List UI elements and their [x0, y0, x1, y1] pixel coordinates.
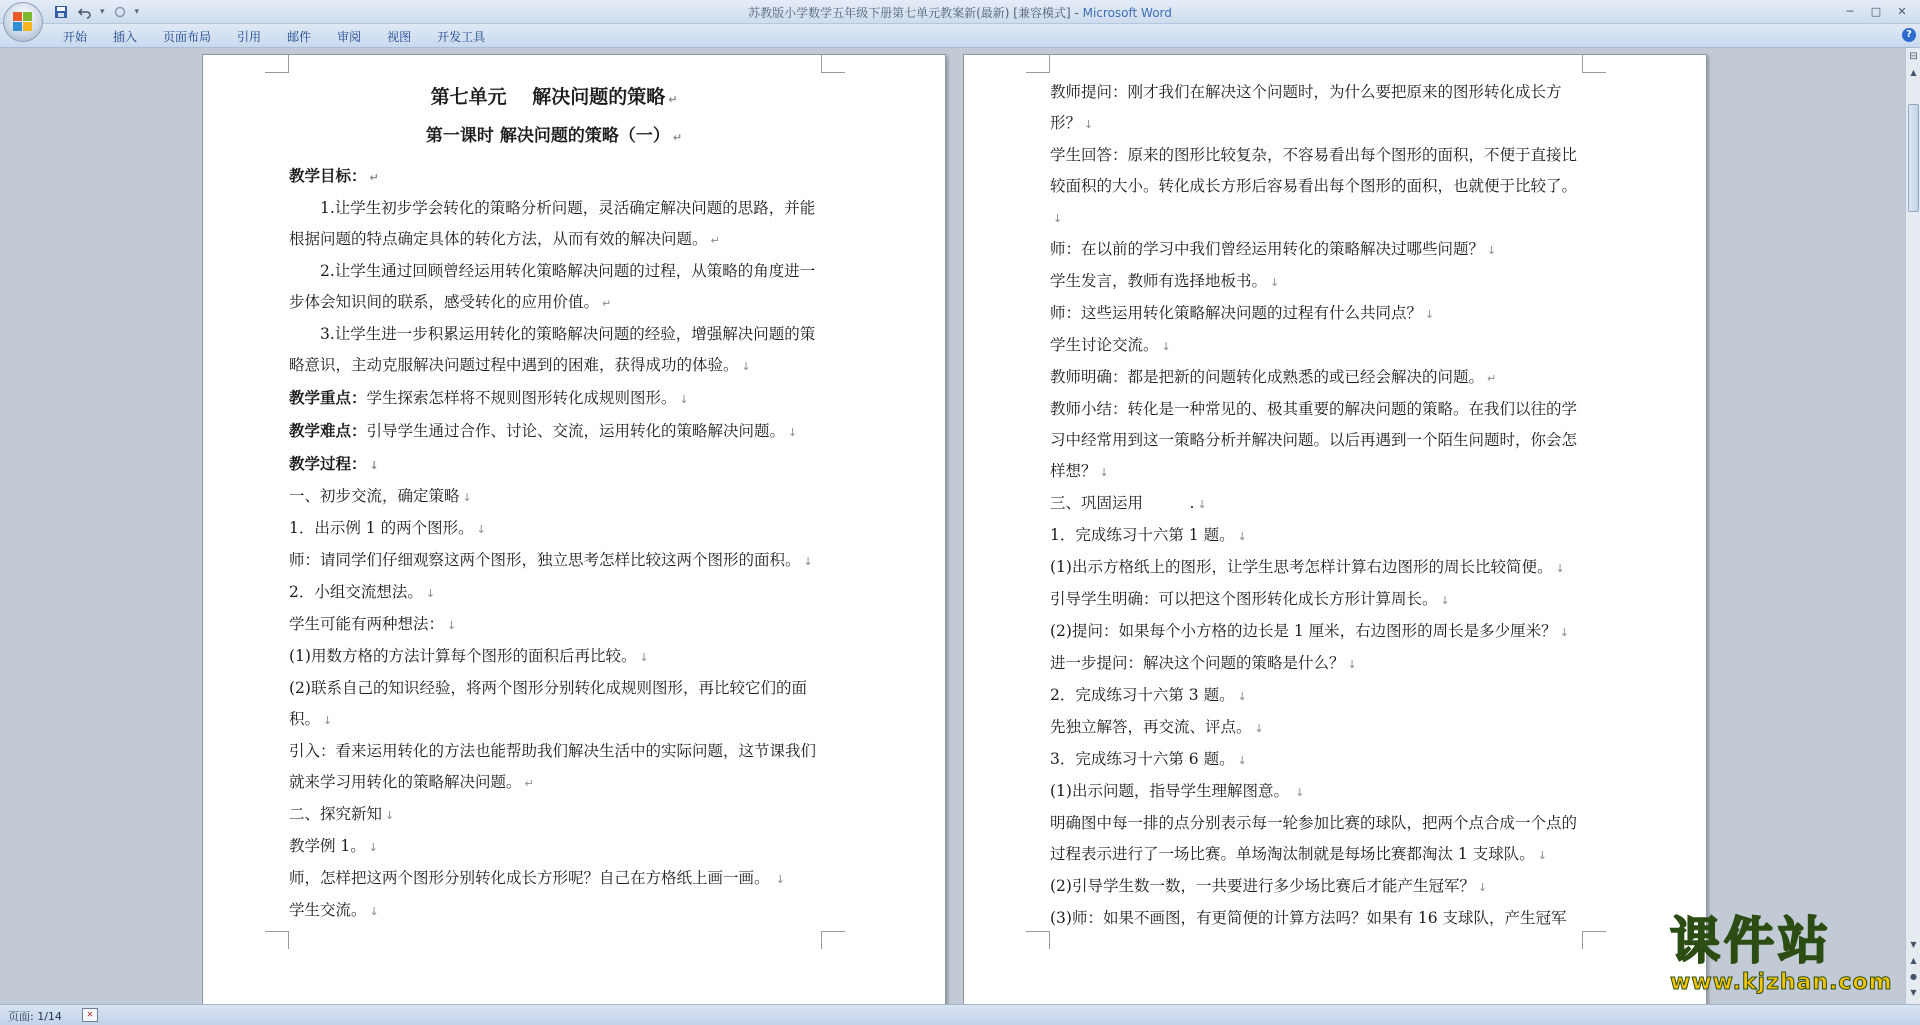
next-page-icon[interactable]: ▼ — [1910, 988, 1917, 997]
paragraph: 教师小结：转化是一种常见的、极其重要的解决问题的策略。在我们以往的学习中经常用到这一策略分析并解决问题。以后再遇到一个陌生问题时，你会怎样想？ ↓ — [1050, 400, 1578, 480]
watermark-url: www.kjzhan.com — [1670, 970, 1893, 995]
vertical-scrollbar[interactable] — [1905, 48, 1920, 1004]
scrollbar-thumb[interactable] — [1908, 104, 1919, 212]
previous-page-icon[interactable]: ▲ — [1910, 956, 1917, 965]
tab-view[interactable]: 视图 — [387, 30, 412, 44]
tab-page-layout[interactable]: 页面布局 — [163, 30, 212, 44]
paragraph: 1．完成练习十六第 1 题。 ↓ — [1050, 526, 1247, 544]
help-icon[interactable]: ? — [1902, 28, 1916, 42]
office-logo-icon — [13, 12, 33, 32]
paragraph: 二、探究新知 ↓ — [289, 805, 395, 823]
paragraph: 明确图中每一排的点分别表示每一轮参加比赛的球队，把两个点合成一个点的过程表示进行了一场比赛。单场淘汰制就是每场比赛都淘汰 1 支球队。 ↓ — [1050, 814, 1578, 863]
objective-3: 3.让学生进一步积累运用转化的策略解决问题的经验，增强解决问题的策略意识，主动克服解决问题过程中遇到的困难，获得成功的体验。 ↓ — [289, 325, 816, 374]
paragraph: 教师明确：都是把新的问题转化成熟悉的或已经会解决的问题。 ↵ — [1050, 368, 1497, 386]
paragraph: 师：请同学们仔细观察这两个图形，独立思考怎样比较这两个图形的面积。 ↓ — [289, 551, 813, 569]
maximize-icon[interactable]: □ — [1870, 4, 1882, 18]
select-browse-object-icon[interactable]: ● — [1910, 972, 1917, 981]
undo-dropdown-icon[interactable]: ▾ — [100, 7, 105, 17]
paragraph: 教师提问：刚才我们在解决这个问题时，为什么要把原来的图形转化成长方形？ ↓ — [1050, 83, 1562, 132]
app-name: Microsoft Word — [1082, 6, 1172, 20]
paragraph: 师，怎样把这两个图形分别转化成长方形呢？自己在方格纸上画一画。 ↓ — [289, 869, 785, 887]
margin-corner-mark — [1026, 55, 1050, 73]
margin-corner-mark — [265, 55, 289, 73]
margin-corner-mark — [1582, 55, 1606, 73]
document-page-right[interactable] — [963, 54, 1707, 1004]
paragraph: 1．出示例 1 的两个图形。 ↓ — [289, 519, 486, 537]
ribbon-tabs — [50, 28, 498, 46]
paragraph: 教学例 1。 ↓ — [289, 837, 379, 855]
close-icon[interactable]: ✕ — [1897, 4, 1907, 18]
paragraph: (1)出示问题，指导学生理解图意。 ↓ — [1050, 782, 1305, 800]
paragraph: 引入：看来运用转化的方法也能帮助我们解决生活中的实际问题，这节课我们就来学习用转化的策略解决问题。 ↵ — [289, 742, 817, 791]
scroll-down-icon[interactable]: ▼ — [1910, 940, 1917, 949]
objective-2: 2.让学生通过回顾曾经运用转化策略解决问题的过程，从策略的角度进一步体会知识间的联系，感受转化的应用价值。 ↵ — [289, 262, 816, 311]
paragraph: (1)出示方格纸上的图形，让学生思考怎样计算右边图形的周长比较简便。 ↓ — [1050, 558, 1565, 576]
paragraph: 学生可能有两种想法： ↓ — [289, 615, 457, 633]
paragraph: 学生讨论交流。 ↓ — [1050, 336, 1171, 354]
unit-title: 第七单元 解决问题的策略 ↵ — [430, 86, 678, 108]
paragraph: 先独立解答，再交流、评点。 ↓ — [1050, 718, 1264, 736]
margin-corner-mark — [1026, 931, 1050, 949]
view-ruler-icon[interactable]: ⊟ — [1909, 51, 1918, 62]
window-title — [0, 4, 1920, 21]
window-controls — [1838, 2, 1914, 20]
title-bar — [0, 0, 1920, 24]
difficulty-point: 教学难点：引导学生通过合作、讨论、交流，运用转化的策略解决问题。 ↓ — [289, 421, 798, 440]
paragraph: 引导学生明确：可以把这个图形转化成长方形计算周长。 ↓ — [1050, 590, 1450, 608]
objectives-heading: 教学目标： ↵ — [289, 166, 379, 185]
paragraph: (2)引导学生数一数，一共要进行多少场比赛后才能产生冠军？ ↓ — [1050, 877, 1488, 895]
paragraph: 2．完成练习十六第 3 题。 ↓ — [1050, 686, 1247, 704]
margin-corner-mark — [1582, 931, 1606, 949]
minimize-icon[interactable]: ─ — [1846, 4, 1854, 18]
objective-1: 1.让学生初步学会转化的策略分析问题，灵活确定解决问题的思路，并能根据问题的特点确定具体的转化方法，从而有效的解决问题。 ↵ — [289, 199, 816, 248]
paragraph: 师：在以前的学习中我们曾经运用转化的策略解决过哪些问题？ ↓ — [1050, 240, 1497, 258]
tab-references[interactable]: 引用 — [237, 30, 262, 44]
tab-mailings[interactable]: 邮件 — [287, 30, 312, 44]
margin-corner-mark — [821, 931, 845, 949]
watermark-text: 课件站 — [1670, 912, 1832, 970]
tab-review[interactable]: 审阅 — [337, 30, 362, 44]
customize-qat-icon[interactable]: ▾ — [134, 7, 140, 17]
margin-corner-mark — [265, 931, 289, 949]
tab-insert[interactable]: 插入 — [113, 30, 138, 44]
page-indicator[interactable]: 页面: 1/14 — [8, 1010, 62, 1023]
paragraph: 2．小组交流想法。 ↓ — [289, 583, 436, 601]
document-workspace — [0, 48, 1905, 1004]
paragraph: 学生交流。 ↓ — [289, 901, 379, 919]
document-page-left[interactable] — [202, 54, 946, 1004]
paragraph: 3．完成练习十六第 6 题。 ↓ — [1050, 750, 1247, 768]
paragraph: 师：这些运用转化策略解决问题的过程有什么共同点？ ↓ — [1050, 304, 1435, 322]
paragraph: (3)师：如果不画图，有更简便的计算方法吗？如果有 16 支球队，产生冠军 — [1050, 909, 1567, 927]
process-heading: 教学过程： ↓ — [289, 454, 379, 473]
page-content — [289, 77, 819, 927]
margin-corner-mark — [821, 55, 845, 73]
ribbon-tab-bar — [0, 24, 1920, 48]
paragraph: 进一步提问：解决这个问题的策略是什么？ ↓ — [1050, 654, 1357, 672]
key-point: 教学重点：学生探索怎样将不规则图形转化成规则图形。 ↓ — [289, 388, 689, 407]
tab-home[interactable]: 开始 — [63, 30, 88, 44]
paragraph: (2)提问：如果每个小方格的边长是 1 厘米，右边图形的周长是多少厘米？ ↓ — [1050, 622, 1569, 640]
paragraph: 学生发言，教师有选择地板书。 ↓ — [1050, 272, 1280, 290]
paragraph: (2)联系自己的知识经验，将两个图形分别转化成规则图形，再比较它们的面积。 ↓ — [289, 679, 807, 728]
status-bar — [0, 1004, 1920, 1025]
proofing-status-icon[interactable]: ✕ — [82, 1008, 98, 1022]
site-watermark — [1670, 912, 1910, 1007]
paragraph: (1)用数方格的方法计算每个图形的面积后再比较。 ↓ — [289, 647, 649, 665]
page-content — [1050, 77, 1580, 934]
paragraph: 学生回答：原来的图形比较复杂，不容易看出每个图形的面积，不便于直接比较面积的大小。转化成长方形后容易看出每个图形的面积，也就便于比较了。↓ — [1050, 146, 1578, 225]
lesson-title: 第一课时 解决问题的策略（一） ↵ — [425, 126, 683, 146]
paragraph: 一、初步交流，确定策略 ↓ — [289, 487, 472, 505]
office-button[interactable] — [3, 2, 43, 42]
paragraph: 三、巩固运用 . ↓ — [1050, 494, 1207, 512]
tab-developer[interactable]: 开发工具 — [437, 30, 486, 44]
scroll-up-icon[interactable]: ▲ — [1910, 68, 1917, 77]
document-name: 苏教版小学数学五年级下册第七单元教案新(最新) [兼容模式] - — [748, 6, 1083, 20]
